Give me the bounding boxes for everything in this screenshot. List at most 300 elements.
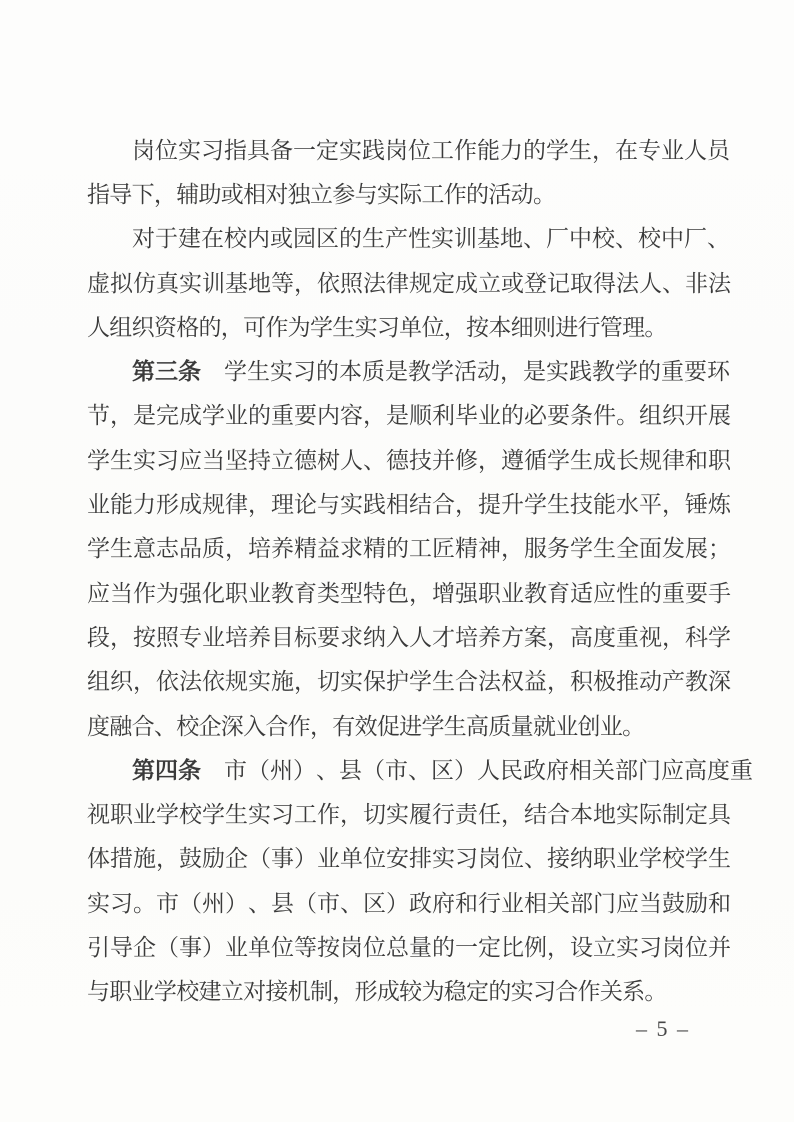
text-char: 单 [248, 934, 271, 960]
text-char: 是 [386, 403, 409, 429]
text-char: 人 [639, 270, 662, 296]
text-char: 的 [339, 226, 362, 252]
text-char: 业 [225, 403, 248, 429]
text-char: ， [547, 934, 570, 960]
text-char: 位 [363, 934, 386, 960]
text-char: 校 [179, 802, 202, 828]
text-char: 内 [247, 226, 270, 252]
text-char: 则 [532, 314, 556, 340]
text-char: 本 [488, 314, 512, 340]
text-char: 校 [662, 846, 685, 872]
text-char: 人 [409, 624, 432, 650]
text-char: 部 [570, 890, 593, 916]
text-line [87, 569, 731, 613]
text-char: 或 [270, 226, 293, 252]
text-char: 格 [176, 314, 200, 340]
text-char: 升 [501, 492, 524, 518]
text-char: 人 [477, 757, 500, 783]
text-char: 组 [109, 314, 133, 340]
text-char: ， [225, 536, 248, 562]
text-char: 、 [248, 890, 271, 916]
text-char: 按 [317, 934, 340, 960]
text-char: 工 [294, 802, 317, 828]
text-char: 细 [510, 314, 534, 340]
text-char: 要 [317, 624, 340, 650]
text-char: 政 [523, 757, 546, 783]
text-char: 实 [340, 492, 363, 518]
text-char: 于 [155, 226, 178, 252]
text-char: 类 [317, 580, 340, 606]
text-char: 习 [156, 447, 179, 473]
text-char: 、 [408, 757, 431, 783]
text-char: 合 [555, 979, 579, 1005]
text-char: 学 [639, 846, 662, 872]
text-char: 的 [501, 403, 524, 429]
text-char: 工 [409, 536, 432, 562]
text-char: 推 [616, 669, 639, 695]
text-char: ， [478, 447, 501, 473]
text-char: 具 [708, 802, 731, 828]
text-char: 一 [293, 137, 316, 163]
text-char: 实 [376, 181, 400, 207]
text-char: 型 [340, 580, 363, 606]
text-line [87, 525, 731, 569]
text-char: 区 [431, 757, 454, 783]
text-char: 登 [524, 270, 547, 296]
text-char: 就 [532, 713, 556, 739]
text-char: 要 [685, 580, 708, 606]
text-char: ， [294, 669, 317, 695]
document-body [87, 126, 753, 1012]
text-char [201, 353, 224, 386]
text-char: 案 [524, 624, 547, 650]
text-char: （ [156, 934, 179, 960]
text-char: 理 [622, 314, 646, 340]
text-char: 融 [109, 713, 133, 739]
text-char: ， [110, 624, 133, 650]
text-char: 应 [616, 890, 639, 916]
text-char: （ [248, 846, 271, 872]
text-char: 生 [225, 802, 248, 828]
text-char: 应 [593, 580, 616, 606]
text-char: 教 [685, 669, 708, 695]
text-char: 精 [455, 536, 478, 562]
text-char: 要 [547, 403, 570, 429]
text-char: 等 [294, 934, 317, 960]
text-char: 定 [316, 137, 339, 163]
text-char: 实 [339, 137, 362, 163]
text-char: 深 [220, 713, 244, 739]
text-char: 机 [287, 979, 311, 1005]
text-char: 实 [248, 669, 271, 695]
text-char: 应 [661, 757, 684, 783]
text-char: 标 [294, 624, 317, 650]
text-char: 施 [271, 669, 294, 695]
text-char: 强 [179, 580, 202, 606]
text-char: 定 [478, 934, 501, 960]
text-char: 高 [570, 624, 593, 650]
text-char: 单 [399, 314, 423, 340]
text-char: 护 [386, 669, 409, 695]
text-char: 制 [662, 802, 685, 828]
text-char: 件 [593, 403, 616, 429]
text-char: 合 [265, 713, 289, 739]
text-line [87, 746, 753, 790]
text-char: 创 [577, 713, 601, 739]
text-char: ， [443, 314, 467, 340]
text-char: 门 [638, 757, 661, 783]
text-char: 稳 [443, 979, 467, 1005]
text-char: 织 [110, 669, 133, 695]
text-char: ， [340, 802, 363, 828]
text-char: 学 [524, 492, 547, 518]
text-char: 制 [309, 979, 333, 1005]
text-char: 实 [340, 669, 363, 695]
text-char: 为 [287, 314, 311, 340]
text-char: 生 [247, 359, 270, 385]
text-char: 增 [432, 580, 455, 606]
text-char: 法 [179, 669, 202, 695]
text-char: 相 [524, 890, 547, 916]
text-char: 培 [225, 624, 248, 650]
text-char: 应 [87, 580, 110, 606]
text-char: 学 [87, 447, 110, 473]
text-char: 实 [616, 934, 639, 960]
text-char: ） [386, 890, 409, 916]
text-line [87, 480, 731, 524]
text-char: 与 [87, 979, 110, 1005]
text-char: 益 [317, 536, 340, 562]
text-char: 在 [201, 226, 224, 252]
text-char: ， [332, 979, 356, 1005]
text-char: 可 [243, 314, 267, 340]
text-char: 践 [363, 492, 386, 518]
text-line [87, 170, 712, 214]
text-char: 促 [376, 713, 400, 739]
text-char: 组 [639, 403, 662, 429]
text-char: 成 [179, 403, 202, 429]
text-char: 力 [133, 492, 156, 518]
text-char: 规 [639, 447, 662, 473]
text-char: 校 [176, 979, 200, 1005]
text-char: 色 [386, 580, 409, 606]
text-char: 的 [316, 359, 339, 385]
text-char: 的 [248, 403, 271, 429]
text-char: 对 [265, 181, 289, 207]
text-char: 位 [685, 934, 708, 960]
text-char: 行 [478, 890, 501, 916]
text-char: 或 [220, 181, 244, 207]
text-char: 完 [156, 403, 179, 429]
text-char: 照 [340, 270, 363, 296]
text-char: 重 [662, 580, 685, 606]
text-line [87, 658, 731, 702]
text-char: 德 [294, 447, 317, 473]
text-line [87, 303, 712, 347]
text-char: 指 [87, 181, 110, 207]
text-char: 的 [523, 137, 546, 163]
text-char: 和 [685, 447, 708, 473]
text-char: 生 [362, 226, 385, 252]
text-char: 切 [363, 802, 386, 828]
text-line [87, 259, 731, 303]
text-char: ， [309, 713, 333, 739]
text-char: 视 [639, 624, 662, 650]
text-char: 励 [202, 846, 225, 872]
text-char: 面 [639, 536, 662, 562]
text-char: 引 [87, 934, 110, 960]
text-char: 形 [156, 492, 179, 518]
text-char: ， [153, 181, 177, 207]
text-char: 人 [340, 447, 363, 473]
text-char: 实 [270, 359, 293, 385]
text-char: 入 [386, 624, 409, 650]
text-char: 活 [488, 181, 512, 207]
text-char: 是 [385, 359, 408, 385]
text-char: 。 [616, 403, 639, 429]
text-char: 深 [708, 669, 731, 695]
text-char: 能 [593, 492, 616, 518]
text-char: 精 [363, 536, 386, 562]
text-char: 际 [639, 802, 662, 828]
text-char: 比 [501, 934, 524, 960]
text-char: 业 [87, 492, 110, 518]
text-char: 工 [421, 181, 445, 207]
text-char: 动 [477, 359, 500, 385]
text-char: 任 [478, 802, 501, 828]
text-char: 习 [110, 890, 133, 916]
text-char: 仿 [133, 270, 156, 296]
text-char: 合 [131, 713, 155, 739]
text-char: ） [294, 846, 317, 872]
text-char: 培 [455, 624, 478, 650]
text-char: 学 [615, 359, 638, 385]
text-char: ， [133, 669, 156, 695]
text-char: ， [363, 403, 386, 429]
text-char: 作 [317, 802, 340, 828]
text-char: 高 [466, 713, 490, 739]
text-char: 能 [110, 492, 133, 518]
text-char: 树 [317, 447, 340, 473]
text-char: 本 [570, 802, 593, 828]
text-line [87, 879, 731, 923]
text-char: 得 [593, 270, 616, 296]
text-char: 法 [363, 270, 386, 296]
text-char: 生 [570, 447, 593, 473]
text-char: 有 [332, 713, 356, 739]
text-char: 排 [409, 846, 432, 872]
text-char: 部 [615, 757, 638, 783]
text-char: 一 [455, 934, 478, 960]
text-char: 保 [363, 669, 386, 695]
text-char: 长 [616, 447, 639, 473]
text-char: 学 [547, 447, 570, 473]
text-char: 照 [156, 624, 179, 650]
text-char: 习 [455, 846, 478, 872]
text-char: 相 [243, 181, 267, 207]
text-char: 与 [354, 181, 378, 207]
text-char: 炼 [708, 492, 731, 518]
text-char: （ [179, 890, 202, 916]
text-char: 效 [354, 713, 378, 739]
text-char: 实 [386, 802, 409, 828]
text-char: 意 [133, 536, 156, 562]
text-char: 极 [593, 669, 616, 695]
text-char: 学 [421, 713, 445, 739]
text-char: 单 [340, 846, 363, 872]
text-char: 方 [501, 624, 524, 650]
text-char: 位 [271, 934, 294, 960]
text-char: 实 [179, 270, 202, 296]
text-char: ， [547, 669, 570, 695]
text-char: 形 [354, 979, 378, 1005]
page-number: – 5 – [636, 1016, 690, 1041]
text-char: 。 [532, 181, 556, 207]
text-char: ， [220, 314, 244, 340]
text-char: 务 [547, 536, 570, 562]
text-char: 实 [432, 846, 455, 872]
text-char: 相 [386, 492, 409, 518]
text-char: 性 [616, 580, 639, 606]
text-char: 业 [501, 580, 524, 606]
text-char: 民 [500, 757, 523, 783]
text-char: 学 [708, 624, 731, 650]
text-char: 位 [363, 846, 386, 872]
text-line [87, 215, 730, 259]
text-char: 业 [501, 890, 524, 916]
text-char: 容 [340, 403, 363, 429]
text-char: 施 [133, 846, 156, 872]
text-char: 学 [87, 536, 110, 562]
text-char: 基 [225, 270, 248, 296]
text-char: 县 [271, 890, 294, 916]
text-char: 的 [198, 314, 222, 340]
text-char: 措 [110, 846, 133, 872]
text-char: 际 [399, 181, 423, 207]
text-char: 记 [547, 270, 570, 296]
text-char: 结 [524, 802, 547, 828]
text-char: 生 [332, 314, 356, 340]
text-char: 学 [309, 314, 333, 340]
text-char: 内 [317, 403, 340, 429]
text-char: 本 [339, 359, 362, 385]
text-char: 职 [110, 802, 133, 828]
text-line [87, 613, 731, 657]
text-char: 提 [478, 492, 501, 518]
text-char: 强 [455, 580, 478, 606]
text-char: 府 [546, 757, 569, 783]
text-char: 立 [309, 181, 333, 207]
text-char: 实 [354, 314, 378, 340]
text-char: 必 [524, 403, 547, 429]
text-char: 修 [455, 447, 478, 473]
text-char: 事 [179, 934, 202, 960]
text-char: 纳 [363, 624, 386, 650]
text-line [87, 347, 730, 391]
text-char: 职 [478, 580, 501, 606]
text-char: 度 [593, 624, 616, 650]
text-char: 教 [592, 359, 615, 385]
text-char: 生 [547, 492, 570, 518]
text-char: 岗 [662, 934, 685, 960]
text-char: 律 [662, 447, 685, 473]
text-char: 结 [409, 492, 432, 518]
text-char: 业 [225, 934, 248, 960]
text-char: 企 [133, 934, 156, 960]
text-char: 实 [248, 802, 271, 828]
text-char: 立 [271, 447, 294, 473]
text-char: 切 [317, 669, 340, 695]
text-char: 实 [133, 447, 156, 473]
text-char: 岗 [340, 934, 363, 960]
text-char: 的 [432, 934, 455, 960]
text-char: 建 [198, 979, 222, 1005]
text-char: 学 [546, 137, 569, 163]
text-char: 度 [87, 713, 110, 739]
text-char: 县 [339, 757, 362, 783]
text-char: 展 [708, 403, 731, 429]
text-char: 视 [87, 802, 110, 828]
text-line [87, 790, 731, 834]
text-char: （ [294, 890, 317, 916]
text-char: 等 [271, 270, 294, 296]
text-char: 校 [592, 226, 615, 252]
text-char: 育 [547, 580, 570, 606]
text-char: 坚 [225, 447, 248, 473]
text-line [87, 702, 712, 746]
text-line [87, 835, 731, 879]
text-char: 相 [569, 757, 592, 783]
text-char: 高 [684, 757, 707, 783]
text-char: 重 [730, 757, 753, 783]
text-char: 指 [224, 137, 247, 163]
text-char: 接 [547, 846, 570, 872]
text-char: 应 [179, 447, 202, 473]
text-char: 市 [385, 757, 408, 783]
text-char: ， [294, 270, 317, 296]
text-char: 校 [638, 226, 661, 252]
text-char: 技 [409, 447, 432, 473]
text-char: 展 [685, 536, 708, 562]
text-char: 教 [271, 580, 294, 606]
text-char: 事 [271, 846, 294, 872]
text-char: 生 [708, 846, 731, 872]
text-char: 导 [109, 181, 133, 207]
text-char: 品 [179, 536, 202, 562]
text-char: 习 [376, 314, 400, 340]
text-char: 业 [202, 624, 225, 650]
text-char: 学 [685, 846, 708, 872]
text-char: 工 [431, 137, 454, 163]
text-char: 组 [87, 669, 110, 695]
text-char: 质 [362, 359, 385, 385]
text-char: 学 [156, 802, 179, 828]
text-char: 作 [133, 580, 156, 606]
text-char: 学 [202, 403, 225, 429]
text-char: 、 [316, 757, 339, 783]
text-char: 训 [202, 270, 225, 296]
text-char: 生 [443, 713, 467, 739]
text-char: 校 [176, 713, 200, 739]
text-char: 行 [577, 314, 601, 340]
text-char: 法 [478, 669, 501, 695]
text-char: 利 [432, 403, 455, 429]
text-char: 拟 [110, 270, 133, 296]
text-char: 生 [432, 669, 455, 695]
text-char: 位 [408, 137, 431, 163]
text-char: 安 [386, 846, 409, 872]
text-char: 。 [644, 314, 668, 340]
